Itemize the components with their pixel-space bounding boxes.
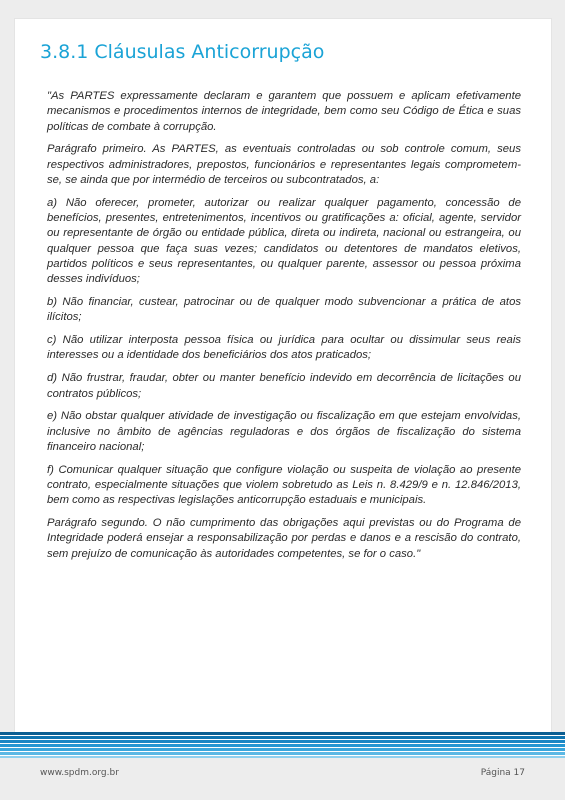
clause-c: c) Não utilizar interposta pessoa física ou jurídica para ocultar ou dissimular seus reais interesses ou a identidade dos beneficiários dos atos praticados; xyxy=(47,334,521,362)
intro-paragraph: "As PARTES expressamente declaram e garantem que possuem e aplicam efetivamente mecanismos e procedimentos internos de integridade, bem como seu Código de Ética e suas políticas de combate à corrupção. xyxy=(47,90,521,133)
page-number: Página 17 xyxy=(480,768,525,778)
section-title: 3.8.1 Cláusulas Anticorrupção xyxy=(40,41,325,63)
clause-d: d) Não frustrar, fraudar, obter ou manter benefício indevido em decorrência de licitações ou contratos públicos; xyxy=(47,372,521,400)
clause-f: f) Comunicar qualquer situação que configure violação ou suspeita de violação ao presente contrato, especialmente situações que violem sobretudo as Leis n. 8.429/9 e n. 12.846/2013, bem como as respectivas legislações anticorrupção estaduais e municipais. xyxy=(47,463,521,507)
document-body xyxy=(47,89,521,570)
paragraph-first: Parágrafo primeiro. As PARTES, as eventuais controladas ou sob controle comum, seus respectivos administradores, prepostos, funcionários e representantes legais comprometem-se, se ainda que por intermédio de terceiros ou subcontratados, a: xyxy=(47,143,521,186)
footer-url: www.spdm.org.br xyxy=(40,768,119,778)
clause-b: b) Não financiar, custear, patrocinar ou de qualquer modo subvencionar a prática de atos ilícitos; xyxy=(47,296,521,324)
clause-a: a) Não oferecer, prometer, autorizar ou realizar qualquer pagamento, concessão de benefícios, presentes, entretenimentos, incentivos ou gratificações a: oficial, agente, servidor ou representante de órgão ou entidade pública, direta ou indireta, nacional ou estrangeira, ou qualquer pessoa que faça suas vezes; candidatos ou detentores de mandatos eletivos, partidos políticos e seus representantes, ou qualquer parente, assessor ou pessoa próxima desses indivíduos; xyxy=(47,196,521,286)
paragraph-second: Parágrafo segundo. O não cumprimento das obrigações aqui previstas ou do Programa de Integridade poderá ensejar a responsabilização por perdas e danos e a rescisão do contrato, sem prejuízo de comunicação às autoridades competentes, se for o caso." xyxy=(47,517,521,560)
document-page xyxy=(14,18,552,734)
clause-e: e) Não obstar qualquer atividade de investigação ou fiscalização em que estejam envolvidas, inclusive no âmbito de agências reguladoras e dos órgãos de fiscalização do sistema financeiro nacional; xyxy=(47,410,521,453)
footer-decorative-stripes xyxy=(0,732,565,758)
page-footer xyxy=(0,758,565,800)
